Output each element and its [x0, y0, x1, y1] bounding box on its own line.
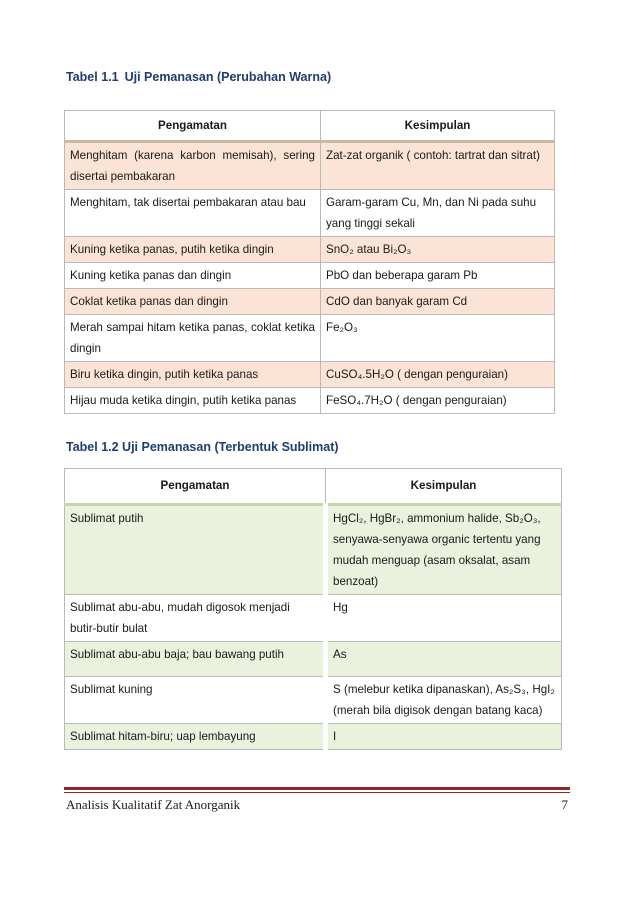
- table1-header-conclusion: Kesimpulan: [321, 111, 555, 142]
- observation-cell: Sublimat abu-abu, mudah digosok menjadi butir-butir bulat: [65, 595, 326, 642]
- table1-title: Uji Pemanasan (Perubahan Warna): [124, 70, 332, 84]
- conclusion-cell: FeSO₄.7H₂O ( dengan penguraian): [321, 388, 555, 414]
- table-row: [65, 315, 555, 362]
- observation-cell: Menghitam, tak disertai pembakaran atau bau: [65, 190, 321, 237]
- conclusion-cell: CdO dan banyak garam Cd: [321, 289, 555, 315]
- table-row: [65, 388, 555, 414]
- footer-rule: [64, 787, 570, 790]
- conclusion-cell: Garam-garam Cu, Mn, dan Ni pada suhu yang tinggi sekali: [321, 190, 555, 237]
- footer-title: Analisis Kualitatif Zat Anorganik: [66, 797, 241, 812]
- conclusion-cell: PbO dan beberapa garam Pb: [321, 263, 555, 289]
- table-row: [65, 190, 555, 237]
- table2-header-row: [65, 469, 562, 505]
- conclusion-cell: I: [326, 724, 562, 750]
- table-heating-sublimate: [64, 468, 562, 750]
- page-footer: [66, 797, 568, 813]
- conclusion-cell: HgCl₂, HgBr₂, ammonium halide, Sb₂O₃, senyawa-senyawa organic tertentu yang mudah menguap (asam oksalat, asam benzoat): [326, 505, 562, 595]
- table1-header-row: [65, 111, 555, 142]
- table-row: [65, 677, 562, 724]
- table-row: [65, 289, 555, 315]
- table2-header-conclusion: Kesimpulan: [326, 469, 562, 505]
- table2-header-observation: Pengamatan: [65, 469, 326, 505]
- table1-caption: [66, 70, 331, 84]
- observation-cell: Sublimat abu-abu baja; bau bawang putih: [65, 642, 326, 677]
- table-row: [65, 595, 562, 642]
- footer-rule-thin: [64, 792, 570, 793]
- observation-cell: Sublimat hitam-biru; uap lembayung: [65, 724, 326, 750]
- observation-cell: Hijau muda ketika dingin, putih ketika panas: [65, 388, 321, 414]
- table-row: [65, 263, 555, 289]
- table1-header-observation: Pengamatan: [65, 111, 321, 142]
- observation-cell: Kuning ketika panas dan dingin: [65, 263, 321, 289]
- conclusion-cell: Hg: [326, 595, 562, 642]
- observation-cell: Sublimat putih: [65, 505, 326, 595]
- table-row: [65, 237, 555, 263]
- table-row: [65, 642, 562, 677]
- page-number: 7: [561, 797, 568, 812]
- observation-cell: Kuning ketika panas, putih ketika dingin: [65, 237, 321, 263]
- table-row: [65, 724, 562, 750]
- table2-caption: Tabel 1.2 Uji Pemanasan (Terbentuk Sublimat): [66, 440, 339, 454]
- conclusion-cell: Zat-zat organik ( contoh: tartrat dan sitrat): [321, 142, 555, 190]
- table-row: [65, 362, 555, 388]
- table-row: [65, 142, 555, 190]
- conclusion-cell: Fe₂O₃: [321, 315, 555, 362]
- observation-cell: Biru ketika dingin, putih ketika panas: [65, 362, 321, 388]
- conclusion-cell: As: [326, 642, 562, 677]
- conclusion-cell: CuSO₄.5H₂O ( dengan penguraian): [321, 362, 555, 388]
- table-heating-color-change: [64, 110, 555, 414]
- table1-number: Tabel 1.1: [66, 70, 119, 84]
- observation-cell: Sublimat kuning: [65, 677, 326, 724]
- conclusion-cell: SnO₂ atau Bi₂O₃: [321, 237, 555, 263]
- conclusion-cell: S (melebur ketika dipanaskan), As₂S₃, HgI₂ (merah bila digisok dengan batang kaca): [326, 677, 562, 724]
- observation-cell: Merah sampai hitam ketika panas, coklat ketika dingin: [65, 315, 321, 362]
- table-row: [65, 505, 562, 595]
- observation-cell: Menghitam (karena karbon memisah), sering disertai pembakaran: [65, 142, 321, 190]
- observation-cell: Coklat ketika panas dan dingin: [65, 289, 321, 315]
